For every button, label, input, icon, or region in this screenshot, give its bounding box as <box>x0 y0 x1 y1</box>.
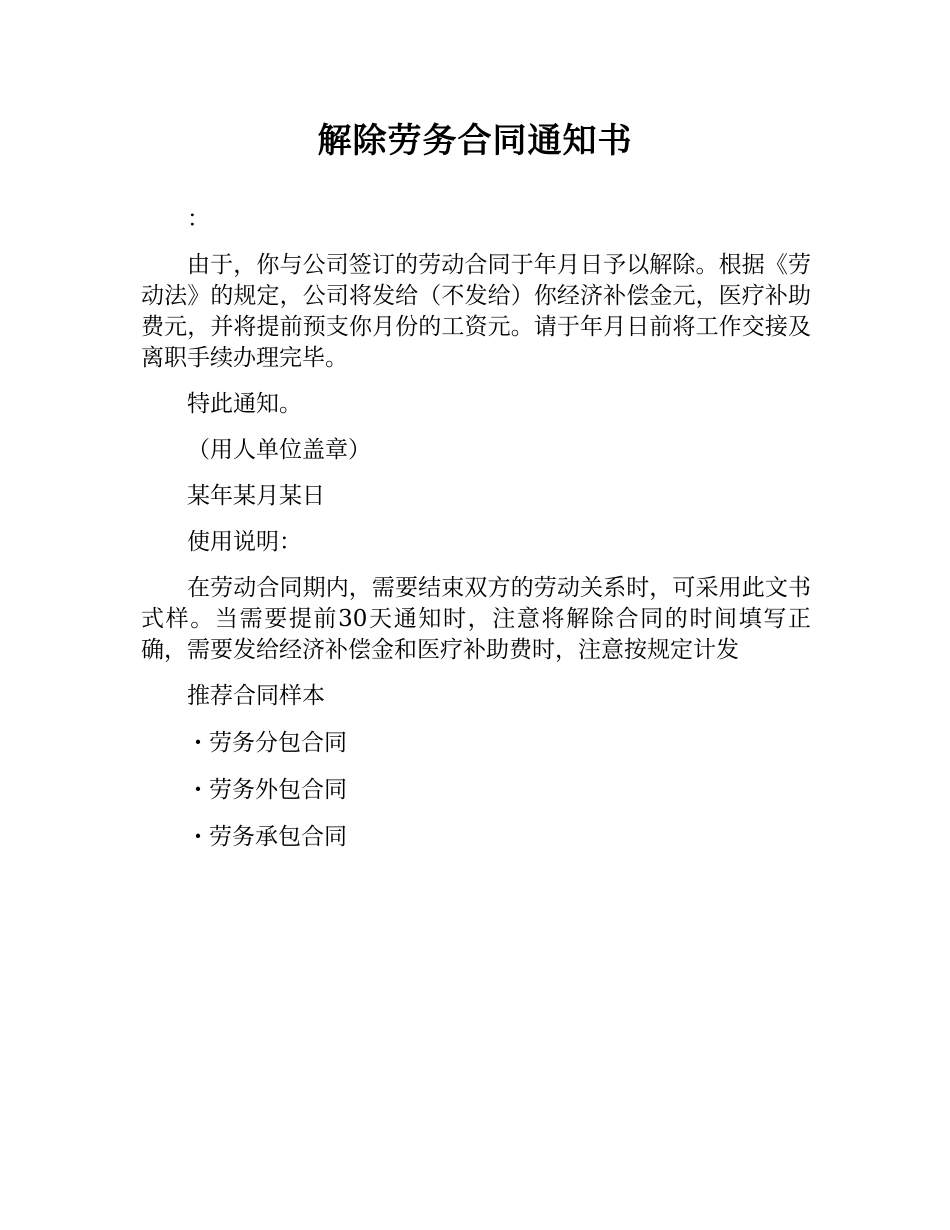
recommend-heading: 推荐合同样本 <box>187 683 325 709</box>
notice-line: 特此通知。 <box>187 391 302 417</box>
recommend-item-2[interactable] <box>141 774 811 806</box>
salutation: ： <box>187 206 210 232</box>
recommend-item-label[interactable]: 劳务分包合同 <box>209 730 347 756</box>
bullet-dot-icon: · <box>193 823 202 850</box>
main-paragraph: 由于，你与公司签订的劳动合同于年月日予以解除。根据《劳动法》的规定，公司将发给（不发给）你经济补偿金元，医疗补助费元，并将提前预支你月份的工资元。请于年月日前将工作交接及离职手续办理完毕。 <box>141 252 811 371</box>
recommend-item-3[interactable] <box>141 821 811 853</box>
seal-line: （用人单位盖章） <box>187 437 371 463</box>
recommend-item-label[interactable]: 劳务外包合同 <box>209 777 347 803</box>
bullet-dot-icon: · <box>193 729 202 756</box>
recommend-item-label[interactable]: 劳务承包合同 <box>209 824 347 850</box>
document-title: 解除劳务合同通知书 <box>317 121 633 161</box>
recommend-item-1[interactable] <box>141 727 811 759</box>
date-line: 某年某月某日 <box>187 483 325 509</box>
bullet-dot-icon: · <box>193 776 202 803</box>
usage-paragraph: 在劳动合同期内，需要结束双方的劳动关系时，可采用此文书式样。当需要提前30天通知时，注意将解除合同的时间填写正确，需要发给经济补偿金和医疗补助费时，注意按规定计发 <box>141 575 811 663</box>
document-body <box>141 204 811 868</box>
usage-heading: 使用说明： <box>187 529 302 555</box>
